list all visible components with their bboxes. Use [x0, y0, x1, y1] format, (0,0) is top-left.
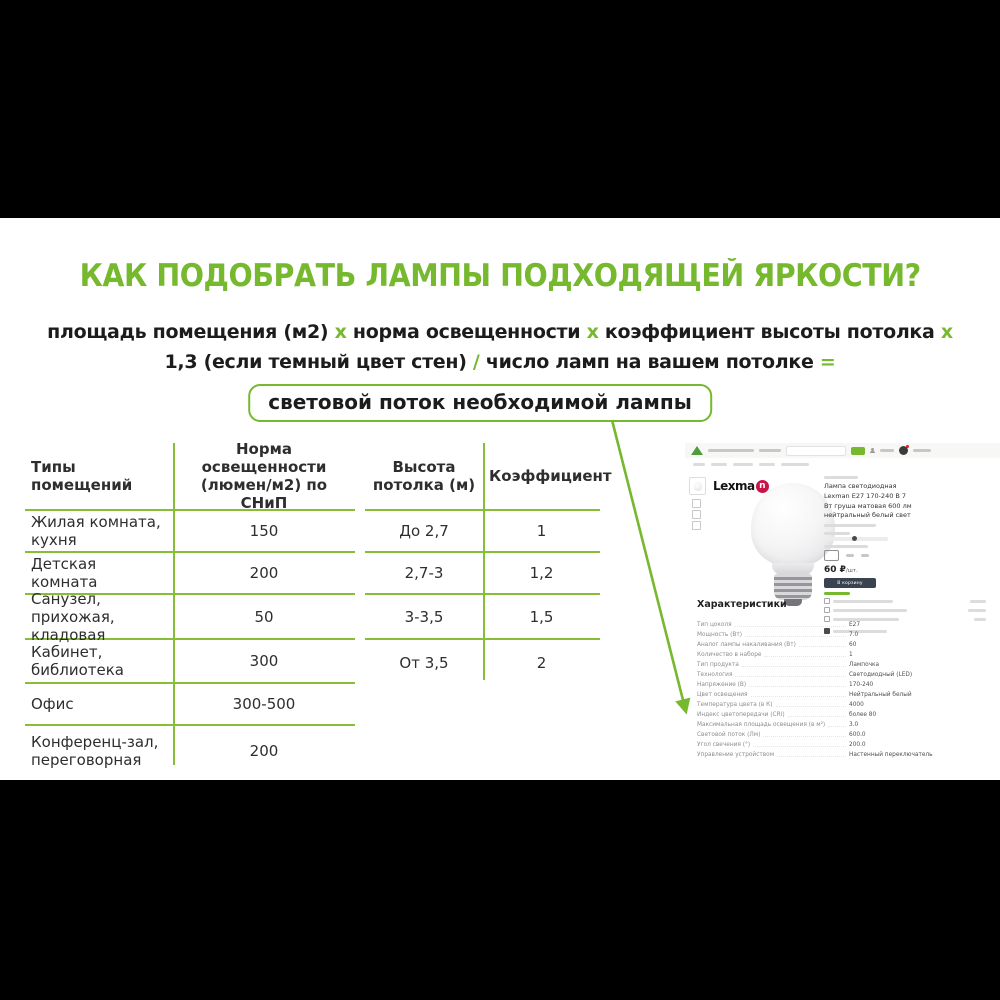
spec-leader	[764, 656, 846, 657]
coefficient-cell: 1	[536, 522, 547, 540]
spec-leader	[745, 636, 846, 637]
spec-leader	[777, 756, 846, 757]
formula-text: число ламп на вашем потолке	[479, 351, 820, 373]
letterbox-top	[0, 0, 1000, 218]
product-page-screenshot	[685, 443, 1000, 775]
nav-text-placeholder	[708, 449, 754, 452]
favorite-icon[interactable]	[692, 499, 701, 508]
col-header-coefficient: Коэффициент	[489, 467, 612, 485]
spec-row	[697, 718, 989, 728]
spec-value: 4000	[849, 702, 864, 708]
spec-row-luminous-flux	[697, 728, 989, 738]
height-cell: 2,7-3	[404, 564, 444, 582]
price-value: 60 ₽	[824, 565, 846, 575]
spec-label: Управление устройством	[697, 752, 775, 758]
formula-text: 1,3 (если темный цвет стен)	[164, 351, 473, 373]
coefficient-cell: 1,5	[529, 607, 554, 626]
spec-row	[697, 748, 989, 758]
norm-cell: 200	[249, 564, 279, 582]
spec-value: Лампочка	[849, 662, 880, 668]
page-title-text: КАК ПОДОБРАТЬ ЛАМПЫ ПОДХОДЯЩЕЙ ЯРКОСТИ?	[79, 258, 921, 294]
height-cell: 3-3,5	[404, 607, 444, 626]
spec-leader	[799, 646, 846, 647]
search-input[interactable]	[786, 446, 846, 456]
height-cell: От 3,5	[399, 654, 449, 672]
option-label-placeholder	[824, 545, 868, 548]
coefficient-cell: 2	[536, 654, 547, 672]
room-type-cell: Жилая комната, кухня	[31, 513, 161, 549]
formula-operator: х	[586, 321, 599, 343]
spec-label: Индекс цветопередачи (CRI)	[697, 712, 785, 718]
norm-cell: 150	[249, 522, 279, 540]
formula-line-2	[0, 351, 1000, 373]
spec-label: Тип цоколя	[697, 622, 732, 628]
table-divider	[483, 443, 485, 680]
spec-label: Напряжение (В)	[697, 682, 747, 688]
slider-knob[interactable]	[852, 536, 857, 541]
norm-table	[25, 440, 355, 776]
room-type-cell: Кабинет, библиотека	[31, 643, 124, 679]
spec-leader	[828, 726, 846, 727]
spec-row	[697, 658, 989, 668]
spec-row	[697, 698, 989, 708]
option-label-placeholder	[824, 532, 850, 535]
formula-result-box	[248, 384, 712, 422]
coefficient-cell: 1,2	[529, 564, 554, 582]
spec-leader	[763, 736, 846, 737]
spec-value: 3.0	[849, 722, 859, 728]
table-divider	[173, 443, 175, 765]
room-type-cell: Офис	[31, 695, 74, 713]
spec-row	[697, 668, 989, 678]
spec-value: 170-240	[849, 682, 874, 688]
spec-value: E27	[849, 622, 861, 628]
spec-label: Угол свечения (°)	[697, 742, 751, 748]
shop-navbar	[685, 443, 1000, 458]
norm-cell: 300	[249, 652, 279, 670]
price-unit: /шт.	[845, 568, 858, 574]
formula-result-text: световой поток необходимой лампы	[268, 390, 692, 414]
sku-placeholder	[824, 476, 858, 479]
col-header-norm: Норма освещенности (люмен/м2) по СНиП	[200, 440, 328, 512]
formula-operator: х	[940, 321, 953, 343]
spec-row	[697, 688, 989, 698]
content-area	[0, 218, 1000, 780]
product-thumbnail[interactable]	[689, 477, 706, 495]
color-temperature-slider[interactable]	[824, 537, 888, 541]
room-type-cell: Конференц-зал, переговорная	[31, 733, 159, 769]
notification-badge	[906, 445, 909, 448]
spec-label: Температура цвета (в К)	[697, 702, 773, 708]
shop-logo-icon[interactable]	[691, 446, 703, 455]
login-link[interactable]	[880, 449, 894, 452]
spec-value: 7.0	[849, 632, 859, 638]
col-header-height: Высота потолка (м)	[372, 458, 476, 494]
avatar[interactable]	[899, 446, 908, 455]
norm-cell: 200	[249, 742, 279, 760]
spec-row	[697, 648, 989, 658]
formula-operator: х	[334, 321, 347, 343]
table-row	[25, 511, 355, 553]
table-row	[25, 589, 355, 644]
spec-leader	[776, 706, 846, 707]
spec-row	[697, 618, 989, 628]
spec-value: Нейтральный белый	[849, 692, 912, 698]
spec-value: Настенный переключатель	[849, 752, 933, 758]
spec-label: Максимальная площадь освещения (в м²)	[697, 722, 826, 728]
spec-leader	[742, 666, 846, 667]
spec-row	[697, 738, 989, 748]
spec-label: Технология	[697, 672, 733, 678]
letterbox-bottom	[0, 780, 1000, 1000]
spec-value: 1	[849, 652, 853, 658]
brand-circle-letter: n	[756, 480, 769, 493]
spec-leader	[751, 696, 847, 697]
catalog-menu-item[interactable]	[759, 449, 781, 452]
page-title	[0, 258, 1000, 294]
formula-operator: =	[819, 351, 836, 373]
product-price	[824, 565, 996, 575]
spec-leader	[735, 626, 846, 627]
user-icon	[870, 448, 875, 453]
height-cell: До 2,7	[399, 522, 449, 540]
formula-text: норма освещенности	[346, 321, 587, 343]
spec-label: Количество в наборе	[697, 652, 762, 658]
nav-text-placeholder	[913, 449, 931, 452]
spec-row	[697, 678, 989, 688]
formula-operator: /	[472, 351, 480, 373]
spec-row	[697, 628, 989, 638]
spec-label: Световой поток (Лм)	[697, 732, 761, 738]
col-header-room-types: Типы помещений	[31, 458, 133, 494]
brand-text: Lexma	[713, 479, 755, 493]
table-row	[25, 726, 355, 776]
spec-value: 600.0	[849, 732, 866, 738]
search-button[interactable]	[851, 447, 865, 455]
bulb-thumbnail-icon	[694, 482, 702, 491]
spec-label: Аналог лампы накаливания (Вт)	[697, 642, 796, 648]
spec-leader	[749, 686, 846, 687]
spec-value: 200.0	[849, 742, 866, 748]
wattage-options	[824, 550, 996, 561]
table-row	[25, 640, 355, 684]
add-to-cart-button[interactable]: В корзину	[824, 578, 876, 588]
room-type-cell: Детская комната	[31, 555, 98, 591]
product-title: Лампа светодиодная Lexman E27 170-240 В 7 Вт груша матовая 600 лм нейтральный белый свет	[824, 482, 912, 520]
in-stock-badge	[824, 592, 850, 595]
specs-section	[697, 599, 989, 758]
height-table	[365, 443, 612, 686]
wattage-option[interactable]	[846, 554, 854, 557]
norm-cell: 300-500	[232, 695, 296, 713]
spec-value: более 80	[849, 712, 877, 718]
spec-label: Тип продукта	[697, 662, 739, 668]
spec-label: Цвет освещения	[697, 692, 748, 698]
spec-leader	[753, 746, 846, 747]
bulb-glass	[751, 483, 835, 567]
share-icon[interactable]	[692, 521, 701, 530]
reviews-link-placeholder[interactable]	[824, 524, 876, 527]
spec-value: 60	[849, 642, 857, 648]
spec-row	[697, 708, 989, 718]
spec-label: Мощность (Вт)	[697, 632, 743, 638]
wattage-option[interactable]	[861, 554, 869, 557]
norm-cell: 50	[254, 607, 274, 626]
compare-icon[interactable]	[692, 510, 701, 519]
formula-text: площадь помещения (м2)	[47, 321, 335, 343]
breadcrumb[interactable]	[693, 463, 809, 466]
specs-heading: Характеристики	[697, 599, 787, 610]
spec-value: Светодиодный (LED)	[849, 672, 913, 678]
formula-line-1	[0, 321, 1000, 343]
bulb-screw-base	[774, 574, 812, 600]
wattage-option-selected[interactable]	[824, 550, 839, 561]
table-header-row	[25, 440, 355, 512]
table-row	[25, 684, 355, 726]
formula-text: коэффициент высоты потолка	[598, 321, 941, 343]
spec-leader	[788, 716, 846, 717]
room-type-cell: Санузел, прихожая, кладовая	[31, 589, 115, 644]
spec-row	[697, 638, 989, 648]
spec-leader	[735, 676, 846, 677]
